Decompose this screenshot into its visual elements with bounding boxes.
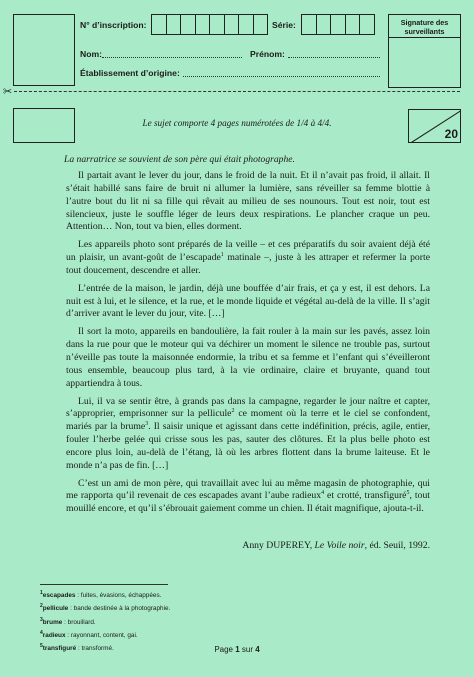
intro-sentence: La narratrice se souvient de son père qui était photographe. xyxy=(64,154,295,165)
serie-cells[interactable] xyxy=(301,14,374,35)
corner-box xyxy=(13,14,75,86)
footnote-ref: 1 xyxy=(220,251,224,258)
footnote: $^4$radieux : rayonnant, content, gai. xyxy=(40,629,138,640)
footnote: $^1$escapades : fuites, évasions, échappées. xyxy=(40,590,162,600)
etablissement-label: Établissement d’origine: xyxy=(80,68,180,78)
signature-box xyxy=(388,14,461,88)
page-number: Page 1 sur 4 xyxy=(214,645,260,654)
page-count-note: Le sujet comporte 4 pages numérotées de 1/4 à 4/4. xyxy=(142,118,332,128)
paragraph-5: Lui, il va se sentir être, à grands pas dans la campagne, regarder le jour naître et capter, s’approprier, emprisonner sur la pellicule$^2$ ce moment où la terre et le ciel se confondent, mariés par la brume$^3$. Il saisir unique et agissant dans cette indéfinition, précis, agile, entier, fouler l’herbe gelée qui crisse sous les pas, sauter des clôtures. Et la plus belle photo est encore plus loin, au-delà de l’étang, là où les arbres flottent dans la brume laiteuse. Et le monde n’a pas de fin. […] xyxy=(66,395,431,471)
attribution xyxy=(242,540,430,551)
attribution-publisher: , éd. Seuil, 1992. xyxy=(364,540,430,551)
paragraph-3: L’entrée de la maison, le jardin, déjà une bouffée d’air frais, et ça y est, il est dehors. La nuit est à lui, et le silence, et la rue, et le monde liquide et végétal au-delà de la ville. Il s’agit d’arriver avant le lever du jour, vite. […] xyxy=(66,282,430,320)
paragraph-2: Les appareils photo sont préparés de la veille – et ces préparatifs du soir avaient déjà été un plaisir, un avant-goût de l’escapade$^1$ matinale –, juste à les attraper et refermer la porte tout doucement, descendre et aller. xyxy=(66,239,430,276)
prenom-field[interactable] xyxy=(288,57,380,58)
footnote-ref: 2 xyxy=(231,408,235,415)
scissors-icon: ✂ xyxy=(3,85,13,98)
paragraph-1: Il partait avant le lever du jour, dans le froid de la nuit. Et il n’avait pas froid, il allait. Il s’était habillé sans faire de bruit ni allumer la lumière, sans réveiller sa femme blottie à l’autre bout du lit ni sa fille qui rêvait au milieu de ses nounours. Tout est noir, tout est silencieux, juste le souffle léger de leurs deux respirations. Le plancher craque un peu. Attention… Non, tout va bien, elles dorment. xyxy=(66,170,430,233)
attribution-author: Anny DUPEREY, xyxy=(242,540,315,551)
footnote: $^2$pellicule : bande destinée à la photographie. xyxy=(40,603,171,613)
footnote-ref: 3 xyxy=(145,420,149,427)
inscription-label: N° d’inscription: xyxy=(80,20,147,30)
footnote-ref: 5 xyxy=(406,490,410,497)
footnote: $^5$transfiguré : transformé. xyxy=(40,643,114,653)
score-value: 20 xyxy=(444,127,458,141)
signature-label: Signature des surveillants xyxy=(400,18,449,36)
paragraph-4: Il sort la moto, appareils en bandoulière, la fait rouler à la main sur les pavés, assez loin dans la rue pour que le moteur qui va déchirer un moment le silence ne trouble pas, surtout n’éveille pas toute la maisonnée endormie, la tribu et sa femme et l’enfant qui s’éveilleront tous ensemble, beaucoup plus tard, à la vie ordinaire, claire et bruyante, quand tout appartiendra à tous. xyxy=(66,326,430,389)
etablissement-field[interactable] xyxy=(183,76,380,77)
footnote: $^3$brume : brouillard. xyxy=(40,616,96,626)
serie-label: Série: xyxy=(272,20,296,30)
footnote-separator xyxy=(40,584,168,585)
attribution-title: Le Voile noir xyxy=(314,540,365,551)
footnote-ref: 4 xyxy=(321,490,325,497)
nom-label: Nom: xyxy=(80,49,102,59)
inscription-number-cells[interactable] xyxy=(151,14,267,35)
nom-field[interactable] xyxy=(102,57,242,58)
prenom-label: Prénom: xyxy=(250,49,285,59)
paragraph-6: C’est un ami de mon père, qui travaillait avec lui au même magasin de photographie, qui me rapporta qu’il revenait de ces escapades avant l’aube radieux$^4$ et crotté, transfiguré$^5$, tout mouillé encore, et qu’il s’ébrouait gaiement comme un chien. Il était magnifique, ajouta-t-il. xyxy=(66,477,430,515)
main-text xyxy=(66,170,430,521)
cut-line xyxy=(14,91,460,92)
